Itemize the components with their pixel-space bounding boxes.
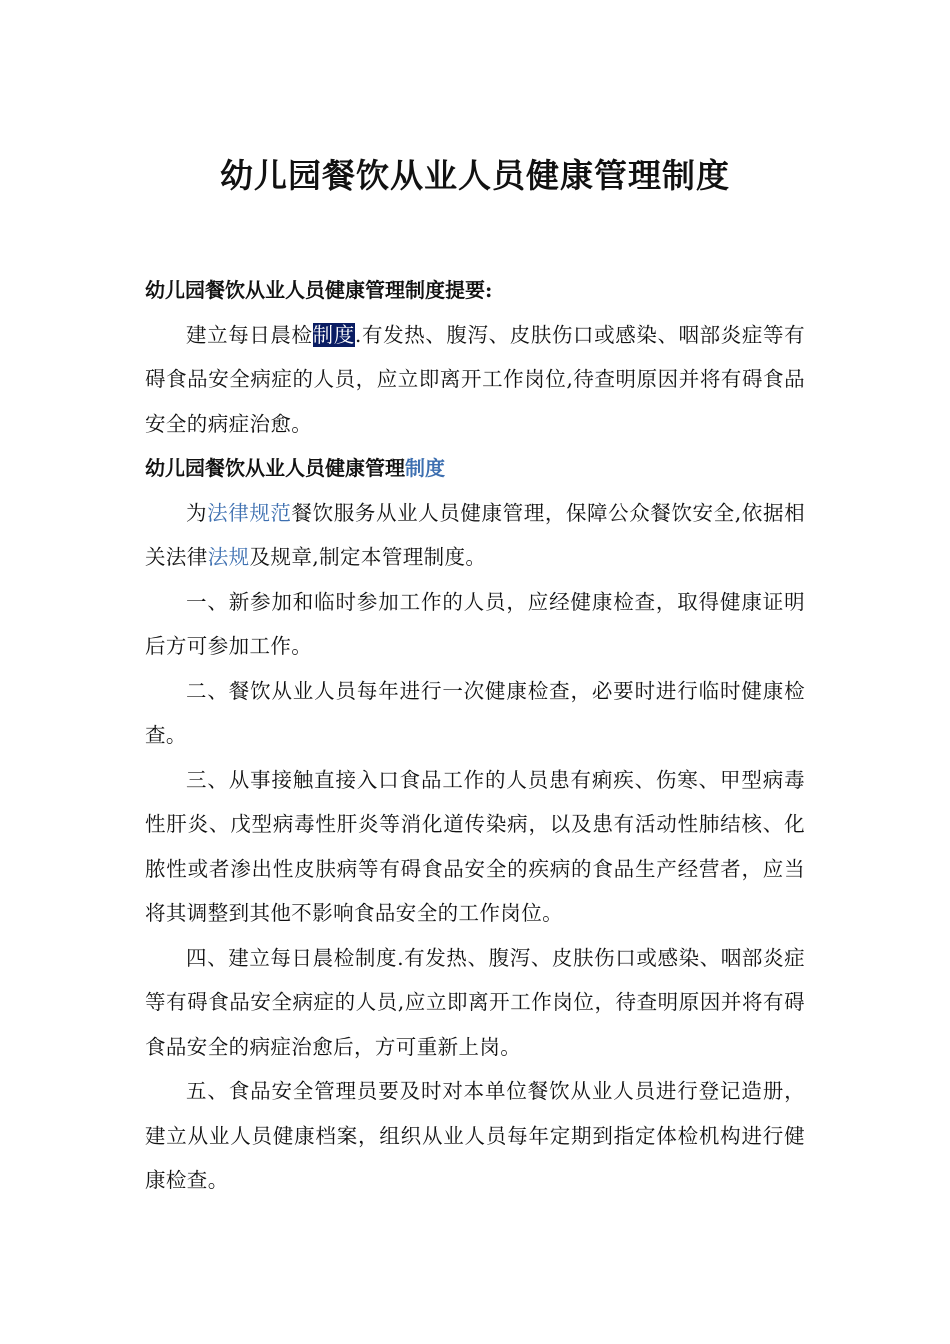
document-body [145,268,805,1203]
intro-text-1: 为 [186,500,208,525]
regulation-link[interactable]: 法规 [207,545,250,569]
section-heading-text: 幼儿园餐饮从业人员健康管理 [145,456,405,480]
intro-text-2: 餐饮服务从业人员健康管理，保障公众餐饮安全,依据相关法律 [145,500,806,569]
section-heading [145,446,805,491]
summary-text-post: .有发热、腹泻、皮肤伤口或感染、咽部炎症等有碍食品安全病症的人员，应立即离开工作岗位,待查明原因并将有碍食品安全的病症治愈。 [145,322,805,436]
rule-item-1: 一、新参加和临时参加工作的人员，应经健康检查，取得健康证明后方可参加工作。 [145,589,805,658]
rule-item-2: 二、餐饮从业人员每年进行一次健康检查，必要时进行临时健康检查。 [145,678,805,747]
intro-paragraph [145,491,805,580]
law-standard-link[interactable]: 法律规范 [207,500,292,525]
section-heading-link[interactable]: 制度 [405,456,445,480]
document-title: 幼儿园餐饮从业人员健康管理制度 [220,156,730,195]
summary-text-pre: 建立每日晨检 [186,322,313,347]
rule-item-4: 四、建立每日晨检制度.有发热、腹泻、皮肤伤口或感染、咽部炎症等有碍食品安全病症的人员,应立即离开工作岗位，待查明原因并将有碍食品安全的病症治愈后，方可重新上岗。 [145,945,805,1059]
selected-text-highlight[interactable]: 制度 [312,322,355,347]
summary-paragraph [145,313,805,447]
intro-text-3: 及规章,制定本管理制度。 [249,545,487,569]
summary-heading: 幼儿园餐饮从业人员健康管理制度提要: [145,278,493,302]
rule-item-3: 三、从事接触直接入口食品工作的人员患有痢疾、伤寒、甲型病毒性肝炎、戊型病毒性肝炎等消化道传染病，以及患有活动性肺结核、化脓性或者渗出性皮肤病等有碍食品安全的疾病的食品生产经营者，应当将其调整到其他不影响食品安全的工作岗位。 [145,767,805,925]
rule-item-5: 五、食品安全管理员要及时对本单位餐饮从业人员进行登记造册，建立从业人员健康档案，组织从业人员每年定期到指定体检机构进行健康检查。 [145,1079,805,1192]
